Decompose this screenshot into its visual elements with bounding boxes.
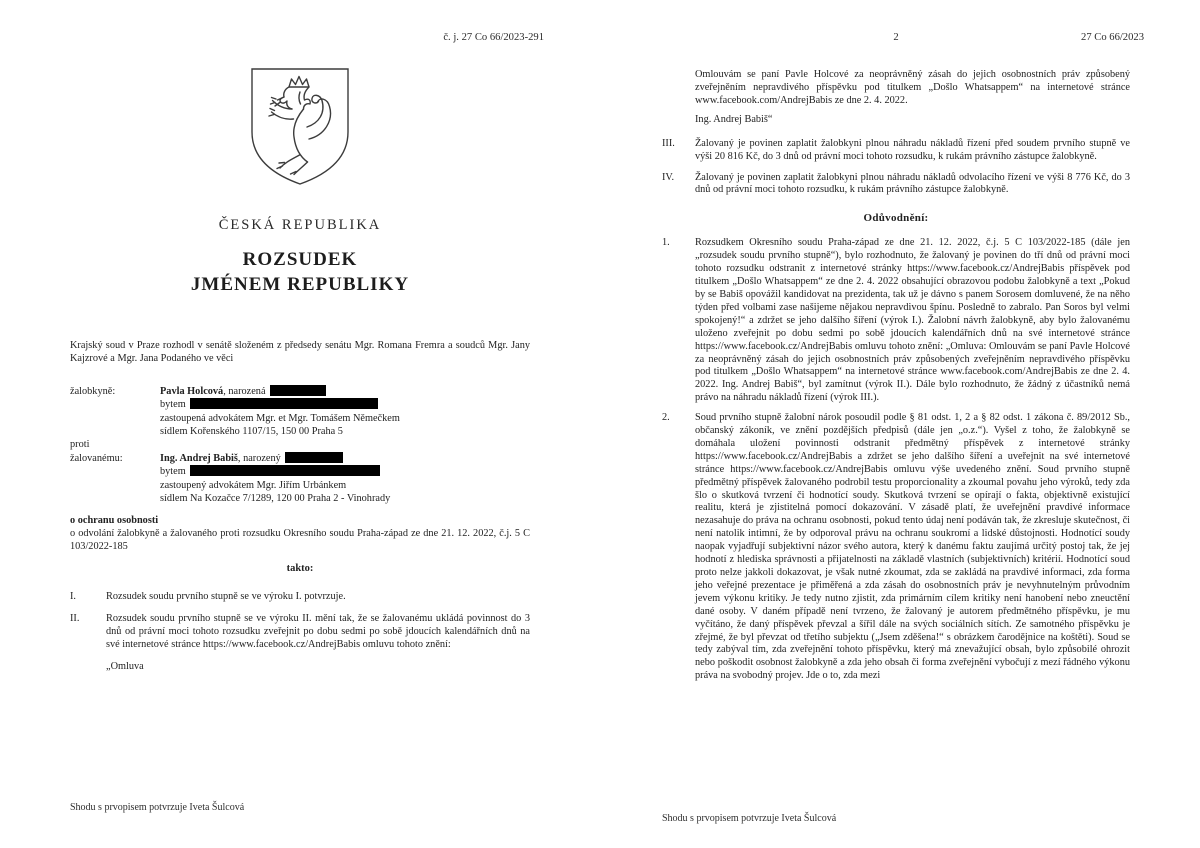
reasoning-paragraph-1 [662,237,1130,405]
plaintiff-born-label: , narozená [223,385,266,397]
page2-header [662,32,1144,46]
page2-footer: Shodu s prvopisem potvrzuje Iveta Šulcová [662,813,837,824]
paragraph-number: 1. [662,237,670,249]
paragraph-number: 2. [662,412,670,424]
verdict-text: Rozsudek soudu prvního stupně se ve výroku I. potvrzuje. [106,591,346,603]
judgment-subtitle: JMÉNEM REPUBLIKY [190,274,410,295]
verdict-number: III. [662,137,675,149]
judgment-title: ROZSUDEK [242,249,358,270]
defendant-counsel-row [70,479,530,492]
verdict-item-3 [662,138,1130,164]
verdict-number: II. [70,613,80,625]
reasoning-heading: Odůvodnění: [863,212,929,225]
verdict-item-4 [662,172,1130,198]
defendant-residence-row [70,465,530,478]
republic-label: ČESKÁ REPUBLIKA [218,217,382,233]
paragraph-text: Soud prvního stupně žalobní nárok posoudil podle § 81 odst. 1, 2 a § 82 odst. 1 zákona č. 89/2012 Sb., občanský zákoník, ve znění pozdějších předpisů (dále jen „o.z.“). Vyšel z toho, že žalobkyně se domáhala uložení povinnosti odstranit předmětný příspěvek z internetové stránky https://www.facebook.cz/AndrejBabis a zdržet se jeho dalšího šíření a uveřejnit na své internetové stránce https://www.facebook.cz/AndrejBabis omluvu výše uvedeného znění. Soud prvního stupně předmětný příspěvek žalovaného podrobil testu proporcionality a zkoumal povahu jeho výroků, tedy zda šlo o skutková tvrzení či hodnotící soudy. Skutková tvrzení se opírají o fakta, objektivně existující realitu, která je zjistitelná pomocí dokazování. V zásadě platí, že uveřejnění pravdivé informace nezasahuje do práva na ochranu osobnosti, pokud tento údaj není podáván tak, že zkresluje skutečnost, či není natolik intimní, že by odporoval právu na ochranu soukromí a lidské důstojnosti. Hodnotící soudy naopak vyjadřují subjektivní názor svého autora, který k danému faktu zaujímá určitý postoj tak, že jej hodnotí z hlediska správnosti a přijatelnosti na základě vlastních (subjektivních) kritérií. Hodnotící soud proto nelze jakkoli dokazovat, je však nutné zkoumat, zda se zakládá na pravdivé informaci, zda forma jeho veřejné prezentace je přiměřená a zda zásah do osobnostních práv je nevyhnutelným průvodním jevem výkonu kritiky. Je tedy nutno zjistit, zda primárním cílem kritiky není hanobení nebo zneuctění dané osoby. V daném případě není tvrzeno, že žalovaný je autorem předmětného příspěvku, je mu vyčítáno, že daný příspěvek převzal a šířil dále na svých sociálních sítích. Ze samotného příspěvku je zřejmé, že byl převzat od třetího subjektu („Jsem zděšena!“ s obrázkem čarodějnice na koštěti). Soud se tedy zabýval tím, zda zveřejnění tohoto příspěvku, který má znevažující obsah, bylo způsobilé ohrozit nebo poškodit osobnost žalobkyně a zda jeho obsah či forma zveřejnění vybočují z mezí řádného výkonu práva na svobodný projev. Jde o to, zda mezi [695,412,1130,682]
plaintiff-counsel-row [70,412,530,425]
paragraph-text: Rozsudkem Okresního soudu Praha-západ ze dne 21. 12. 2022, č.j. 5 C 103/2022-185 (dále jen „rozsudek soudu prvního stupně“), bylo rozhodnuto, že žalovaný je povinen do tří dnů od právní moci tohoto rozsudku odstranit z internetové stránky https://www.facebook.cz/AndrejBabis příspěvek pod titulkem „Došlo Whatsappem“ ze dne 2. 4. 2022 obsahující obrazovou podobu žalobkyně a text „Pokud by se Babiš opovážil kandidovat na prezidenta, tak už je dávno s panem Sorosem domluvené, že na něho týden před volbami zase našijeme nějakou nepravdivou špínu. Posledně to zabralo. Pan Soros byl velmi spokojený!“ a zdržet se jeho dalšího šíření (výrok I.). Žalobní návrh žalobkyně, aby bylo žalovanému uloženo zveřejnit po dobu sedmi po sobě jdoucích kalendářních dnů na své internetové stránce https://www.facebook.cz/AndrejBabis omluvu tohoto znění: „Omluva: Omlouvám se paní Pavle Holcové za neoprávněný zásah do jejich osobnostních práv způsobených zveřejněním nepravdivého příspěvku pod titulkem „Došlo Whatsappem“ na internetové stránce www.facebook.com/AndrejBabis ze dne 2. 4. 2022. Ing. Andrej Babiš“, byl zamítnut (výrok II.). Dále bylo rozhodnuto, že žádný z účastníků nemá právo na náhradu nákladů řízení (výrok III.). [695,237,1130,404]
defendant-row [70,452,530,465]
redaction-bar [190,398,378,409]
page1-header [70,32,544,46]
reasoning-paragraphs [662,237,1130,683]
case-number: 27 Co 66/2023 [1081,32,1144,43]
emblem-wrap [70,66,530,193]
redaction-bar [190,465,380,476]
plaintiff-name-line [160,385,530,398]
verdict-list-continued [662,138,1130,198]
defendant-name-line [160,452,530,465]
verdict-number: I. [70,591,77,603]
plaintiff-residence-row [70,398,530,411]
verdict-number: IV. [662,171,675,183]
plaintiff-row [70,385,530,398]
verdict-text: Žalovaný je povinen zaplatit žalobkyni plnou náhradu nákladů řízení před soudem prvního stupně ve výši 20 816 Kč, do 3 dnů od právní moci tohoto rozsudku, k rukám právního zástupce žalobkyně. [695,137,1130,162]
versus-row [70,438,530,451]
page-2 [600,0,1200,848]
reasoning-paragraph-2 [662,412,1130,683]
verdict-item-2 [70,613,530,652]
plaintiff-residence-line [160,398,530,411]
appeal-line: o odvolání žalobkyně a žalovaného proti rozsudku Okresního soudu Praha-západ ze dne 21. 12. 2022, č.j. 5 C 103/2022-185 [70,528,530,553]
plaintiff-counsel-address: sídlem Kořenského 1107/15, 150 00 Praha 5 [160,426,343,438]
court-composition: Krajský soud v Praze rozhodl v senátě složeném z předsedy senátu Mgr. Romana Fremra a soudců Mgr. Jany Kajzrové a Mgr. Jana Podaného ve věci [70,340,530,364]
verdict-list [70,591,530,652]
verdict-text: Rozsudek soudu prvního stupně se ve výroku II. mění tak, že se žalovanému ukládá povinnost do 3 dnů od právní moci tohoto rozsudku zveřejnit po dobu sedmi po sobě jdoucích kalendářních dnů na své internetové stránce https://www.facebook.cz/AndrejBabis omluvu tohoto znění: [106,613,530,650]
plaintiff-label: žalobkyně: [70,385,116,397]
matter-label: o ochranu osobnosti [70,515,159,527]
takto-label: takto: [286,563,314,575]
page1-footer: Shodu s prvopisem potvrzuje Iveta Šulcová [70,802,245,813]
defendant-counsel-address-row [70,492,530,505]
verdict-item-1 [70,591,530,604]
residence-label: bytem [160,399,186,411]
defendant-born-label: , narozený [237,452,281,464]
defendant-counsel-address: sídlem Na Kozačce 7/1289, 120 00 Praha 2 - Vinohrady [160,493,391,505]
redaction-bar [285,452,343,463]
apology-text: Omlouvám se paní Pavle Holcové za neoprávněný zásah do jejich osobnostních práv způsobený zveřejněním nepravdivého příspěvku pod titulkem „Došlo Whatsappem“ na internetové stránce www.facebook.com/AndrejBabis ze dne 2. 4. 2022. [695,69,1130,106]
czech-coat-of-arms-icon [244,66,356,188]
defendant-counsel: zastoupený advokátem Mgr. Jiřím Urbánkem [160,479,347,491]
defendant-label: žalovanému: [70,452,123,464]
residence-label: bytem [160,466,186,478]
case-number: č. j. 27 Co 66/2023-291 [443,32,544,43]
page-number: 2 [893,32,899,43]
plaintiff-counsel: zastoupená advokátem Mgr. et Mgr. Tomášem Němečkem [160,412,400,424]
redaction-bar [270,385,326,396]
versus-label: proti [70,439,90,451]
apology-signature: Ing. Andrej Babiš“ [695,113,773,125]
defendant-name: Ing. Andrej Babiš [160,452,238,464]
parties-block [70,385,530,506]
plaintiff-name: Pavla Holcová [160,385,224,397]
defendant-residence-line [160,465,530,478]
plaintiff-counsel-address-row [70,425,530,438]
apology-opening: „Omluva [106,660,144,672]
verdict-text: Žalovaný je povinen zaplatit žalobkyni plnou náhradu nákladů odvolacího řízení ve výši 8 776 Kč, do 3 dnů od právní moci tohoto rozsudku, k rukám právního zástupce žalobkyně. [695,171,1130,196]
